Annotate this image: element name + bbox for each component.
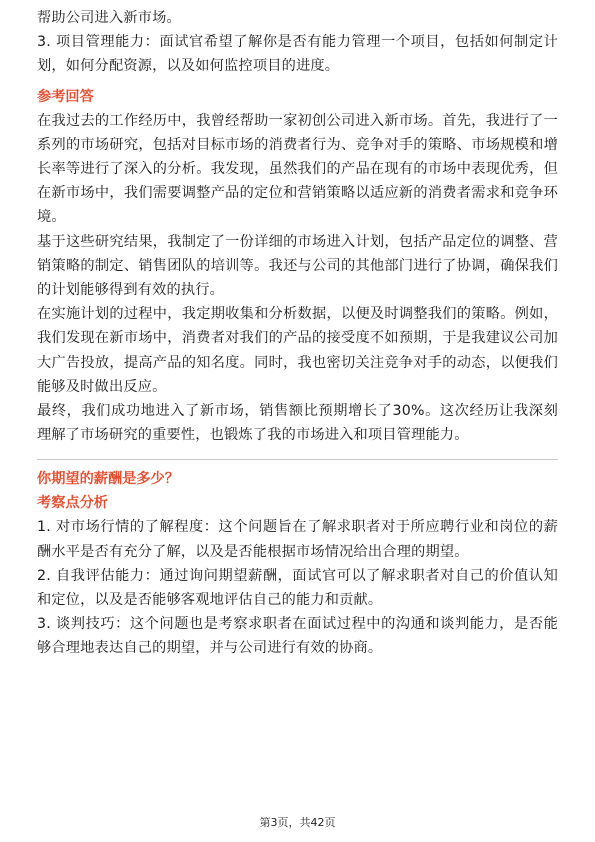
question-title: 你期望的薪酬是多少？ xyxy=(37,471,179,488)
point-project-management: 3. 项目管理能力：面试官希望了解你是否有能力管理一个项目，包括如何制定计划，如何分配资源，以及如何监控项目的进度。 xyxy=(37,34,558,75)
analysis-point: 1. 对市场行情的了解程度：这个问题旨在了解求职者对于所应聘行业和岗位的薪酬水平是否有充分了解，以及是否能根据市场情况给出合理的期望。 xyxy=(37,519,558,560)
answer-paragraph: 最终，我们成功地进入了新市场，销售额比预期增长了30%。这次经历让我深刻理解了市场研究的重要性，也锻炼了我的市场进入和项目管理能力。 xyxy=(37,403,558,444)
answer-paragraph: 在实施计划的过程中，我定期收集和分析数据，以便及时调整我们的策略。例如，我们发现在新市场中，消费者对我们的产品的接受度不如预期，于是我建议公司加大广告投放，提高产品的知名度。同时，我也密切关注竞争对手的动态，以便我们能够及时做出反应。 xyxy=(37,306,558,395)
answer-paragraph: 在我过去的工作经历中，我曾经帮助一家初创公司进入新市场。首先，我进行了一系列的市场研究，包括对目标市场的消费者行为、竞争对手的策略、市场规模和增长率等进行了深入的分析。我发现，虽然我们的产品在现有的市场中表现优秀，但在新市场中，我们需要调整产品的定位和营销策略以适应新的消费者需求和竞争环境。 xyxy=(37,112,558,226)
analysis-heading: 考察点分析 xyxy=(37,495,108,512)
page-number: 第3页，共42页 xyxy=(259,816,336,829)
analysis-point: 3. 谈判技巧：这个问题也是考察求职者在面试过程中的沟通和谈判能力，是否能够合理地表达自己的期望，并与公司进行有效的协商。 xyxy=(37,616,558,657)
section-divider xyxy=(37,459,558,460)
document-page xyxy=(37,0,558,661)
answer-heading: 参考回答 xyxy=(37,88,94,105)
answer-paragraph: 基于这些研究结果，我制定了一份详细的市场进入计划，包括产品定位的调整、营销策略的制定、销售团队的培训等。我还与公司的其他部门进行了协调，确保我们的计划能够得到有效的执行。 xyxy=(37,233,558,299)
analysis-point: 2. 自我评估能力：通过询问期望薪酬，面试官可以了解求职者对自己的价值认知和定位，以及是否能够客观地评估自己的能力和贡献。 xyxy=(37,567,558,609)
continued-text: 帮助公司进入新市场。 xyxy=(37,10,181,26)
